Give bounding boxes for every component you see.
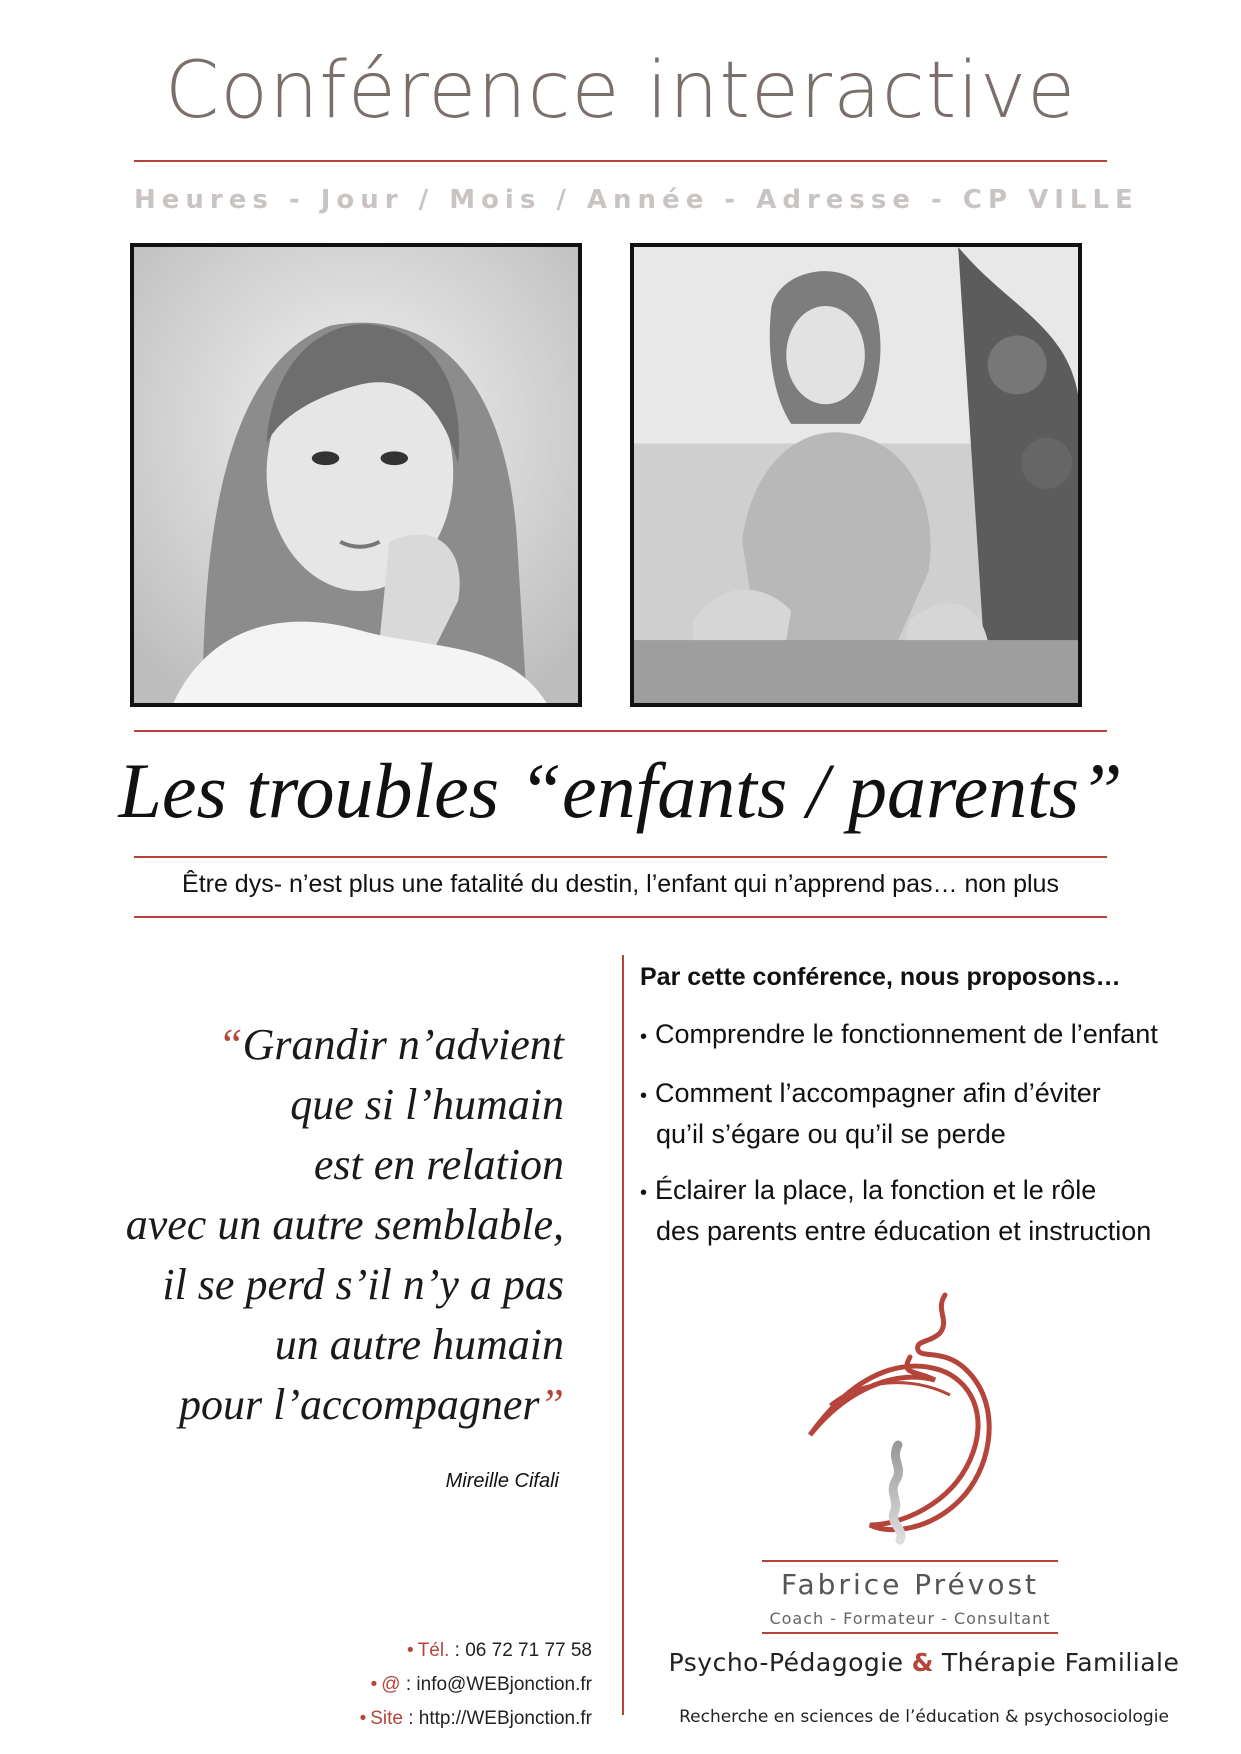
brand-specialty: Psycho-Pédagogie & Thérapie Familiale — [668, 1648, 1180, 1677]
photo-girl-crouching — [630, 243, 1082, 707]
bullet: • — [640, 1026, 648, 1048]
title-divider — [134, 160, 1107, 162]
brand-bottom-divider — [762, 1632, 1058, 1634]
quote-line: il se perd s’il n’y a pas — [162, 1260, 564, 1309]
proposals-list — [640, 1015, 1158, 1268]
quote-line: avec un autre semblable, — [125, 1200, 564, 1249]
contact-email: • @ : info@WEBjonction.fr — [370, 1674, 592, 1695]
quote-line: est en relation — [313, 1140, 564, 1189]
tagline-divider — [134, 916, 1107, 918]
quote-line: pour l’accompagner” — [179, 1380, 564, 1429]
bullet: • — [640, 1085, 648, 1107]
headline-bottom-divider — [134, 856, 1107, 858]
list-item: • Comment l’accompagner afin d’éviter qu’il s’égare ou qu’il se perde — [640, 1078, 1101, 1149]
tagline: Être dys- n’est plus une fatalité du destin, l’enfant qui n’apprend pas… non plus — [182, 870, 1059, 898]
headline: Les troubles “enfants / parents” — [118, 747, 1123, 834]
photo-girl-portrait — [130, 243, 582, 707]
quote-block — [126, 1015, 564, 1435]
list-item: • Éclairer la place, la fonction et le rôle des parents entre éducation et instruction — [640, 1175, 1152, 1246]
quote-line: “Grandir n’advient — [218, 1020, 564, 1069]
contact-website: • Site : http://WEBjonction.fr — [359, 1708, 592, 1729]
brand-research: Recherche en sciences de l’éducation & psychosociologie — [679, 1707, 1169, 1727]
brand-roles: Coach - Formateur - Consultant — [769, 1609, 1051, 1628]
quote-line: que si l’humain — [290, 1080, 564, 1129]
page-title: Conférence interactive — [164, 46, 1077, 136]
quote-author: Mireille Cifali — [445, 1470, 559, 1492]
contact-phone: • Tél. : 06 72 71 77 58 — [407, 1640, 592, 1661]
bullet: • — [640, 1182, 648, 1204]
column-divider — [622, 955, 624, 1715]
list-item: • Comprendre le fonctionnement de l’enfant — [640, 1019, 1158, 1049]
quote-open-mark: “ — [218, 1020, 243, 1069]
brand-logo-icon — [800, 1285, 1020, 1550]
event-details: Heures - Jour / Mois / Année - Adresse - CP VILLE — [134, 185, 1139, 215]
brand-name: Fabrice Prévost — [780, 1568, 1040, 1601]
brand-top-divider — [762, 1560, 1058, 1562]
proposals-title: Par cette conférence, nous proposons… — [640, 963, 1121, 991]
quote-line: un autre humain — [274, 1320, 564, 1369]
quote-close-mark: ” — [539, 1380, 564, 1429]
headline-top-divider — [134, 730, 1107, 732]
